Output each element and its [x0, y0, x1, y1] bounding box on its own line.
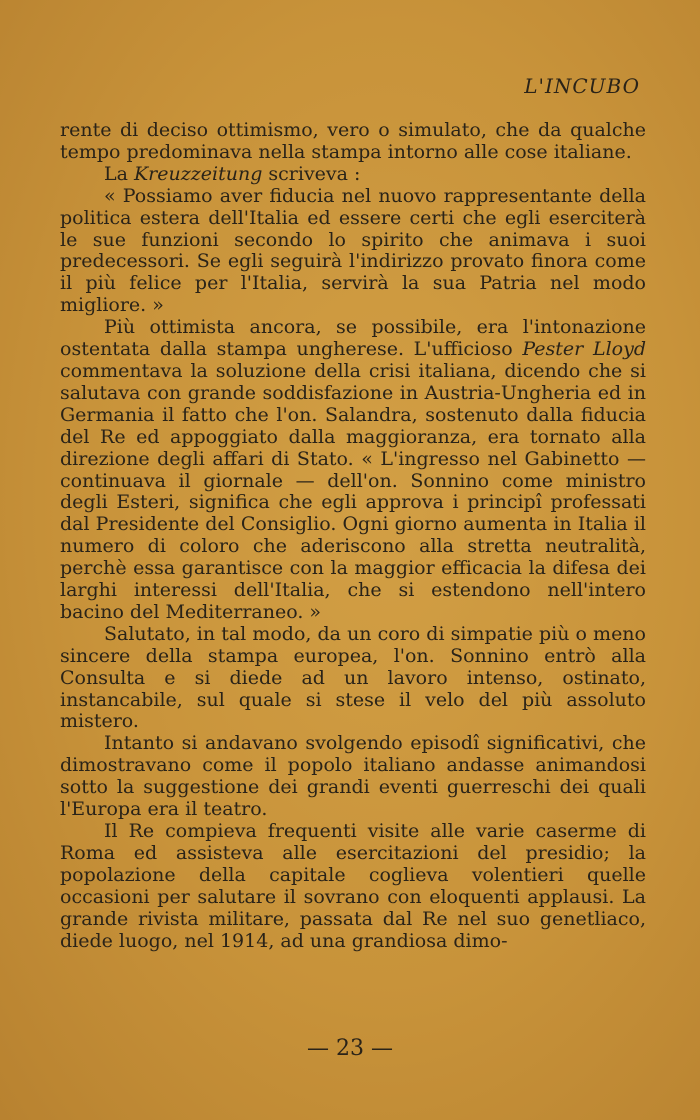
text-run: commentava la soluzione della crisi italiana, dicendo che si salutava con grande soddisfazione in Austria-Ungheria ed in Germania il fatto che l'on. Salandra, sostenuto dalla fiducia del Re ed appoggiato dalla maggioranza, era tornato alla direzione degli affari di Stato. « L'ingresso nel Gabinetto — continuava il giornale — dell'on. Sonnino come ministro degli Esteri, significa che egli approva i principî professati dal Presidente del Consiglio. Ogni giorno aumenta in Italia il numero di coloro che aderiscono alla stretta neutralità, perchè essa garantisce con la maggior efficacia la difesa dei larghi interessi dell'Italia, che si estendono nell'intero bacino del Mediterraneo. » — [60, 359, 646, 623]
paragraph — [60, 733, 646, 821]
text-run: « Possiamo aver fiducia nel nuovo rappresentante della politica estera dell'Italia ed essere certi che egli eserciterà le sue funzioni secondo lo spirito che animava i suoi predecessori. Se egli seguirà l'indirizzo provato finora come il più felice per l'Italia, servirà la sua Patria nel modo migliore. » — [60, 184, 646, 317]
text-run: Salutato, in tal modo, da un coro di simpatie più o meno sincere della stampa europea, l'on. Sonnino entrò alla Consulta e si diede ad un lavoro intenso, ostinato, instancabile, sul quale si stese il velo del più assoluto mistero. — [60, 622, 646, 733]
text-run: scriveva : — [262, 162, 361, 185]
running-title: L'INCUBO — [524, 74, 640, 98]
text-run: Più ottimista ancora, se possibile, era l'intonazione ostentata dalla stampa ungherese. L'ufficioso — [60, 316, 646, 361]
newspaper-title: Kreuzzeitung — [133, 162, 263, 185]
paragraph — [60, 120, 646, 164]
paragraph — [60, 317, 646, 624]
text-run: La — [104, 162, 134, 185]
page-number: — 23 — — [307, 1036, 393, 1061]
text-run: Intanto si andavano svolgendo episodî significativi, che dimostravano come il popolo italiano andasse animandosi sotto la suggestione dei grandi eventi guerreschi dei quali l'Europa era il teatro. — [60, 732, 646, 821]
text-run: Il Re compieva frequenti visite alle varie caserme di Roma ed assisteva alle esercitazioni del presidio; la popolazione della capitale coglieva volentieri quelle occasioni per salutare il sovrano con eloquenti applausi. La grande rivista militare, passata dal Re nel suo genetliaco, diede luogo, nel 1914, ad una grandiosa dimo- — [60, 820, 646, 952]
paragraph — [60, 821, 646, 952]
text-run: rente di deciso ottimismo, vero o simulato, che da qualche tempo predominava nella stampa intorno alle cose italiane. — [60, 119, 646, 163]
newspaper-title: Pester Lloyd — [522, 338, 646, 361]
body-text — [60, 120, 646, 952]
paragraph — [60, 186, 646, 317]
paragraph — [60, 624, 646, 734]
paragraph — [60, 164, 646, 186]
